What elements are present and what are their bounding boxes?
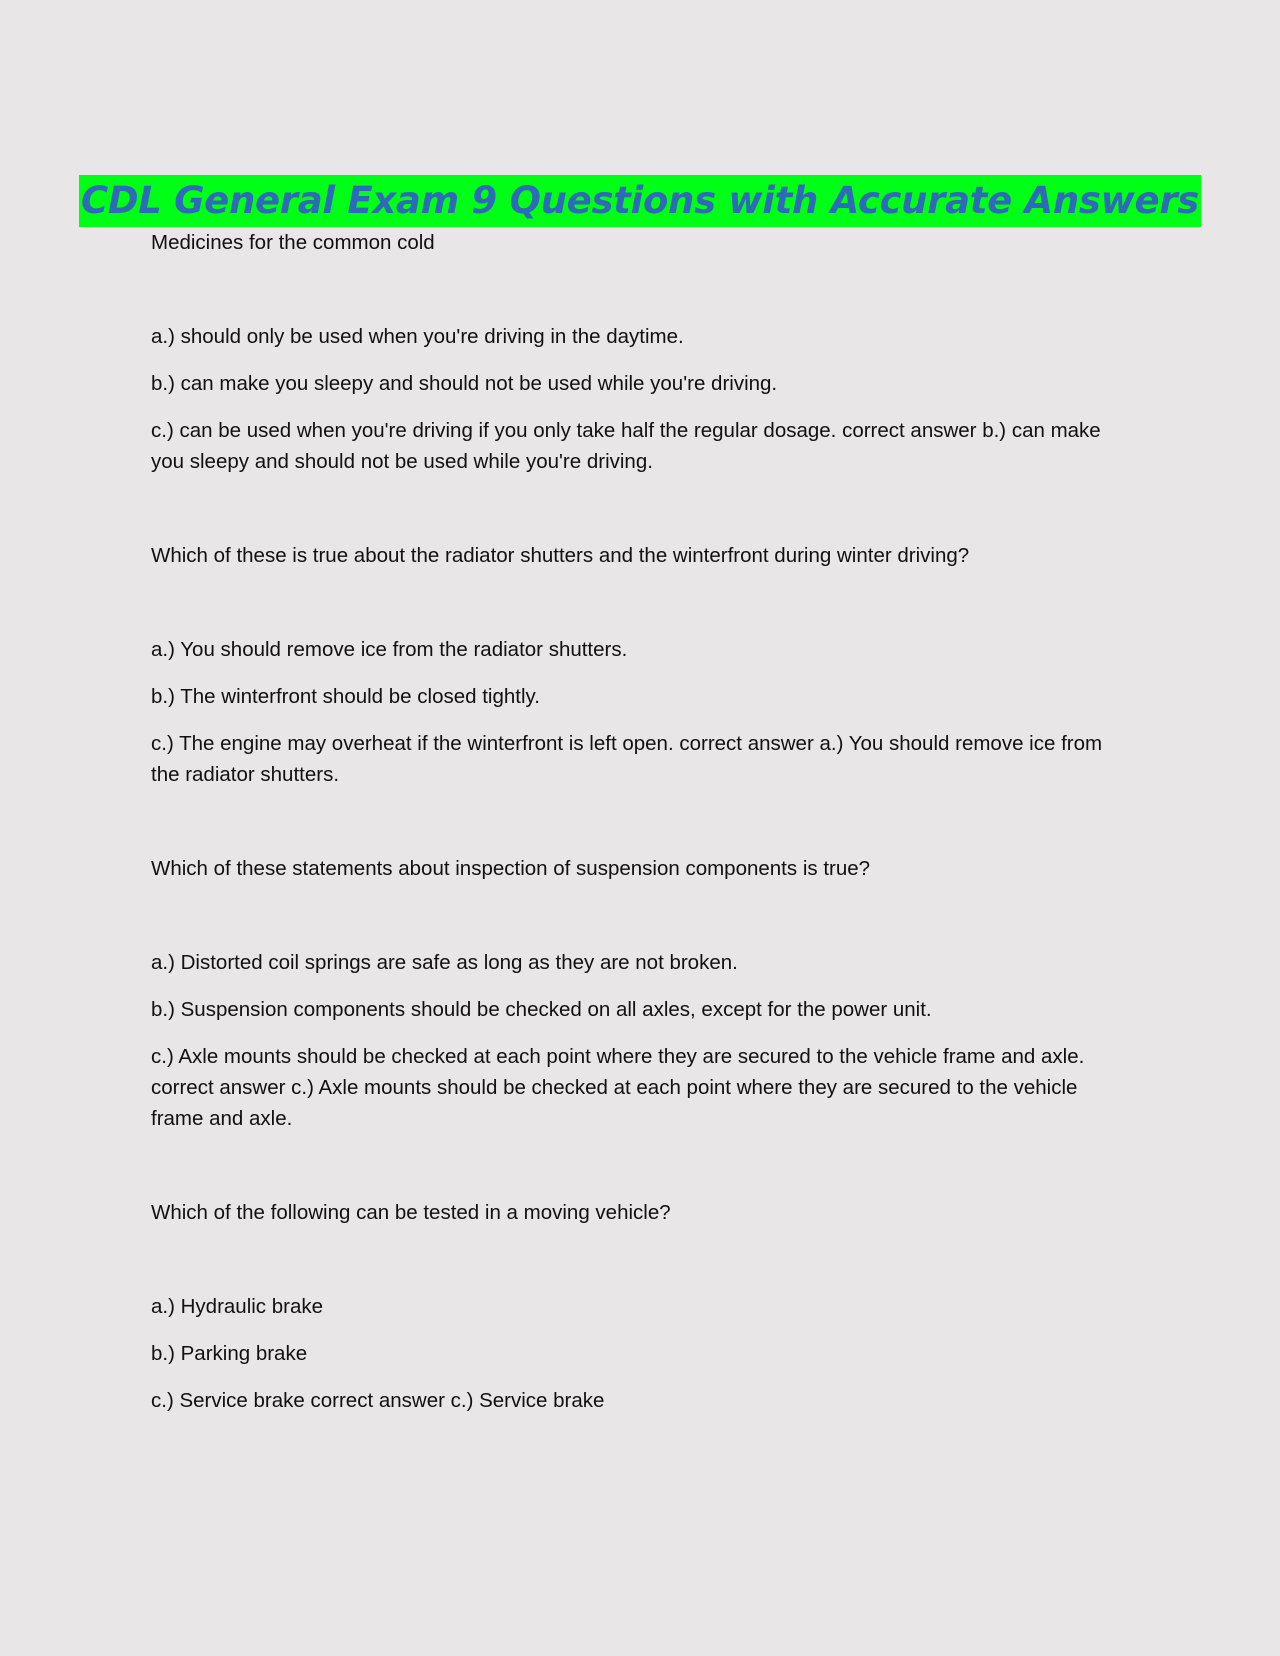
answer-option: a.) You should remove ice from the radiator shutters. xyxy=(151,638,628,661)
spacer xyxy=(151,571,1131,634)
answer-option: b.) The winterfront should be closed tightly. xyxy=(151,685,540,708)
document-title: CDL General Exam 9 Questions with Accurate Answers xyxy=(79,175,1201,227)
spacer xyxy=(151,258,1131,321)
title-container xyxy=(0,175,1280,227)
question-block xyxy=(151,227,1131,477)
spacer xyxy=(151,1228,1131,1291)
question-prompt: Medicines for the common cold xyxy=(151,231,435,254)
question-block xyxy=(151,853,1131,1134)
answer-option: b.) can make you sleepy and should not be used while you're driving. xyxy=(151,372,778,395)
answer-option: c.) Service brake correct answer c.) Service brake xyxy=(151,1389,605,1412)
document-body xyxy=(151,227,1131,1479)
question-block xyxy=(151,540,1131,790)
spacer xyxy=(151,884,1131,947)
question-block xyxy=(151,1197,1131,1416)
answer-option: a.) Distorted coil springs are safe as long as they are not broken. xyxy=(151,951,738,974)
question-prompt: Which of the following can be tested in a moving vehicle? xyxy=(151,1201,671,1224)
answer-option: c.) Axle mounts should be checked at each point where they are secured to the vehicle frame and axle. correct answer c.) Axle mounts should be checked at each point where they are secured to the vehicle frame and axle. xyxy=(151,1045,1085,1130)
answer-option: b.) Suspension components should be checked on all axles, except for the power unit. xyxy=(151,998,932,1021)
answer-option: c.) The engine may overheat if the winterfront is left open. correct answer a.) You should remove ice from the radiator shutters. xyxy=(151,732,1103,786)
answer-option: a.) Hydraulic brake xyxy=(151,1295,324,1318)
question-prompt: Which of these is true about the radiator shutters and the winterfront during winter driving? xyxy=(151,544,970,567)
answer-option: c.) can be used when you're driving if you only take half the regular dosage. correct answer b.) can make you sleepy and should not be used while you're driving. xyxy=(151,419,1101,473)
answer-option: b.) Parking brake xyxy=(151,1342,308,1365)
answer-option: a.) should only be used when you're driving in the daytime. xyxy=(151,325,684,348)
question-prompt: Which of these statements about inspection of suspension components is true? xyxy=(151,857,871,880)
